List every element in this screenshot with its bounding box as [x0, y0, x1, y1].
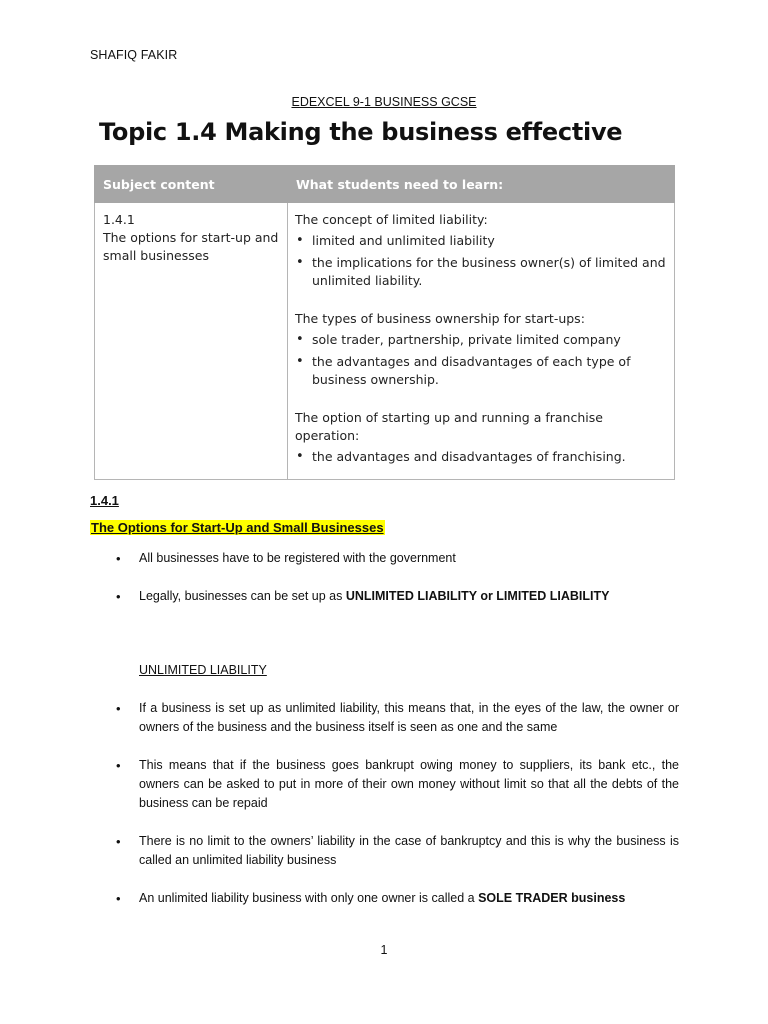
spec-point: • the implications for the business owner(s) of limited and unlimited liability. — [295, 254, 668, 290]
spec-table-header-row — [95, 166, 675, 203]
list-item-bold-text: SOLE TRADER business — [478, 891, 626, 905]
subheading-unlimited-liability: UNLIMITED LIABILITY — [139, 663, 267, 677]
spec-col-what-to-learn: What students need to learn: — [288, 166, 675, 203]
specification-table — [94, 165, 675, 480]
section-number: 1.4.1 — [90, 493, 119, 508]
spec-table-row — [95, 203, 675, 480]
spec-group-list — [295, 448, 668, 466]
page-number: 1 — [380, 943, 388, 957]
list-item-text: An unlimited liability business with only one owner is called a — [139, 891, 479, 905]
spec-learning-cell — [288, 203, 675, 480]
spec-group-list — [295, 331, 668, 389]
spec-subject-cell — [95, 203, 288, 480]
spec-group-intro: The types of business ownership for start-ups: — [295, 311, 585, 326]
spec-group-intro: The option of starting up and running a franchise operation: — [295, 410, 603, 443]
bullet-icon: • — [116, 589, 121, 604]
spec-point: • sole trader, partnership, private limited company — [295, 331, 668, 349]
bullet-icon: • — [116, 701, 121, 716]
list-item-text: Legally, businesses can be set up as — [139, 589, 346, 603]
list-item — [116, 699, 679, 737]
list-item — [116, 756, 679, 813]
spec-col-subject-content: Subject content — [95, 166, 288, 203]
list-item-text: All businesses have to be registered with the government — [139, 551, 456, 565]
spec-group-list — [295, 232, 668, 290]
list-item — [116, 832, 679, 870]
spec-group-intro: The concept of limited liability: — [295, 212, 488, 227]
list-item-bold-text: UNLIMITED LIABILITY or LIMITED LIABILITY — [345, 589, 610, 603]
list-item — [116, 587, 679, 606]
spec-content-code: 1.4.1 — [103, 212, 135, 227]
spec-point: • the advantages and disadvantages of franchising. — [295, 448, 668, 466]
spec-point: • limited and unlimited liability — [295, 232, 668, 250]
spec-content-description: The options for start-up and small businesses — [103, 230, 279, 263]
list-item — [116, 549, 679, 568]
course-title: EDEXCEL 9-1 BUSINESS GCSE — [291, 95, 477, 109]
list-item-text: This means that if the business goes bankrupt owing money to suppliers, its bank etc., the owners can be asked to put in more of their own money without limit so that all the debts of the business can be repaid — [139, 758, 679, 810]
bullet-icon: • — [116, 758, 121, 773]
section-title-highlighted: The Options for Start-Up and Small Businesses — [91, 520, 384, 535]
list-item — [116, 889, 679, 908]
author-header: SHAFIQ FAKIR — [90, 48, 178, 62]
topic-title: Topic 1.4 Making the business effective — [99, 118, 623, 146]
bullet-icon: • — [116, 891, 121, 906]
list-item-text: If a business is set up as unlimited liability, this means that, in the eyes of the law, the owner or owners of the business and the business itself is seen as one and the same — [139, 701, 679, 734]
bullet-icon: • — [116, 551, 121, 566]
spec-point: • the advantages and disadvantages of each type of business ownership. — [295, 353, 668, 389]
bullet-icon: • — [116, 834, 121, 849]
list-item-text: There is no limit to the owners’ liability in the case of bankruptcy and this is why the business is called an unlimited liability business — [139, 834, 679, 867]
